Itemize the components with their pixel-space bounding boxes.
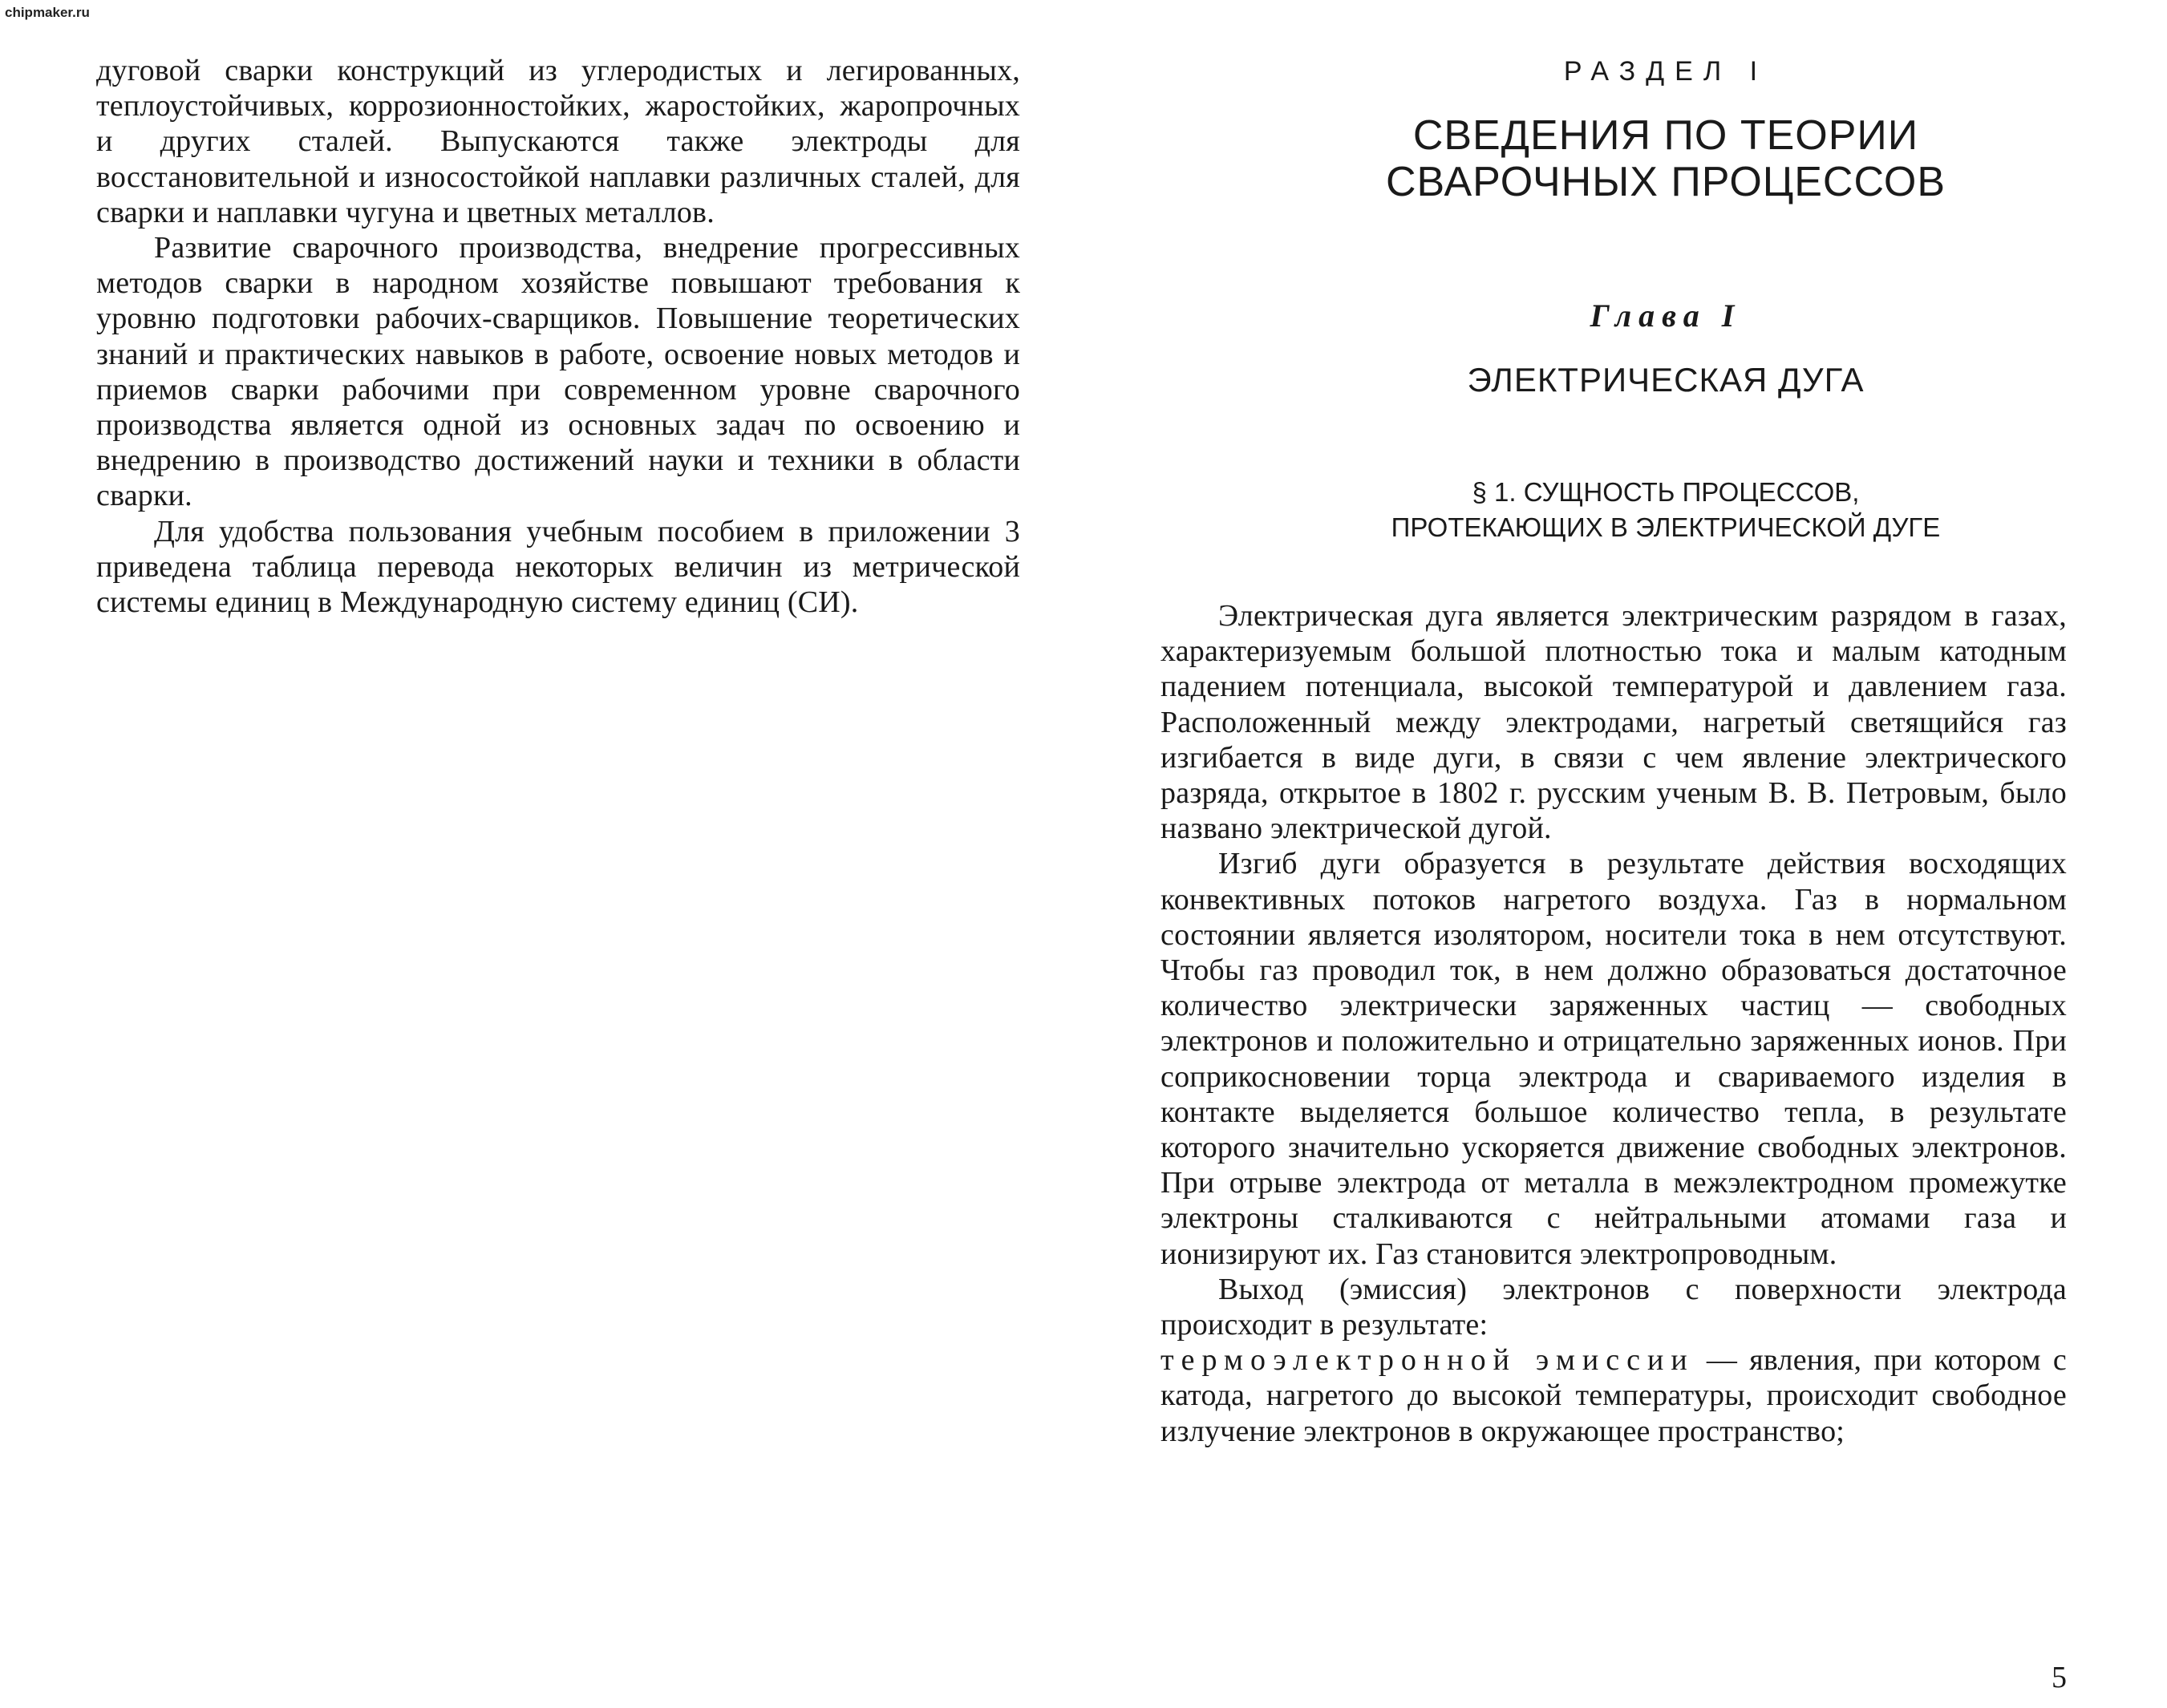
right-paragraph-1: Электрическая дуга является электрическим разрядом в газах, характеризуемым большой плотностью тока и малым катодным падением потенциала, высокой температурой и давлением газа. Расположенный между электродами, нагретый светящийся газ изгибается в виде дуги, в связи с чем явление электрического разряда, открытое в 1802 г. русским ученым В. В. Петровым, было названо электрической дугой. [1160,599,2067,846]
chapter-title: ЭЛЕКТРИЧЕСКАЯ ДУГА [1467,361,1865,399]
right-paragraph-3: Выход (эмиссия) электронов с поверхности электрода происходит в результате: [1160,1272,2067,1342]
emission-text: — явления, при котором с катода, нагретого до высокой температуры, происходит свободное излучение электронов в окружающее пространство; [1160,1343,2067,1448]
left-paragraph-3: Для удобства пользования учебным пособием в приложении 3 приведена таблица перевода некоторых величин из метрической системы единиц в Международную систему единиц (СИ). [96,514,1020,620]
part-title-line-1: СВЕДЕНИЯ ПО ТЕОРИИ [1412,112,1919,159]
right-page-body [1160,598,2067,1449]
emission-term: термоэлектронной эмиссии [1160,1343,1695,1378]
part-title [1160,112,2167,205]
paragraph-title-line-2: ПРОТЕКАЮЩИХ В ЭЛЕКТРИЧЕСКОЙ ДУГЕ [1391,512,1941,542]
page-number: 5 [2052,1661,2067,1694]
right-paragraph-2: Изгиб дуги образуется в результате действия восходящих конвективных потоков нагретого воздуха. Газ в нормальном состоянии является изолятором, носители тока в нем отсутствуют. Чтобы газ проводил ток, в нем должно образоваться достаточное количество электрически заряженных частиц — свободных электронов и положительно и отрицательно заряженных ионов. При соприкосновении торца электрода и свариваемого изделия в контакте выделяется большое количество тепла, в результате которого значительно ускоряется движение свободных электронов. При отрыве электрода от металла в межэлектродном промежутке электроны сталкиваются с нейтральными атомами газа и ионизируют их. Газ становится электропроводным. [1160,847,2067,1271]
paragraph-title-line-1: § 1. СУЩНОСТЬ ПРОЦЕССОВ, [1472,477,1860,507]
left-page-body [96,53,1020,620]
section-label: РАЗДЕЛ I [1563,56,1768,87]
left-paragraph-2: Развитие сварочного производства, внедрение прогрессивных методов сварки в народном хозяйстве повышают требования к уровню подготовки рабочих-сварщиков. Повышение теоретических знаний и практических навыков в работе, освоение новых методов и приемов сварки рабочими при современном уровне сварочного производства является одной из основных задач по освоению и внедрению в производство достижений науки и техники в области сварки. [96,231,1020,513]
watermark: chipmaker.ru [5,5,90,20]
left-page [96,53,1020,620]
paragraph-title [1160,475,2167,545]
right-paragraph-4 [1160,1342,2067,1449]
part-title-line-2: СВАРОЧНЫХ ПРОЦЕССОВ [1385,159,1946,205]
left-paragraph-1: дуговой сварки конструкций из углеродистых и легированных, теплоустойчивых, коррозионностойких, жаростойких, жаропрочных и других сталей. Выпускаются также электроды для восстановительной и износостойкой наплавки различных сталей, для сварки и наплавки чугуна и цветных металлов. [96,54,1020,229]
chapter-label: Глава I [1590,297,1742,334]
